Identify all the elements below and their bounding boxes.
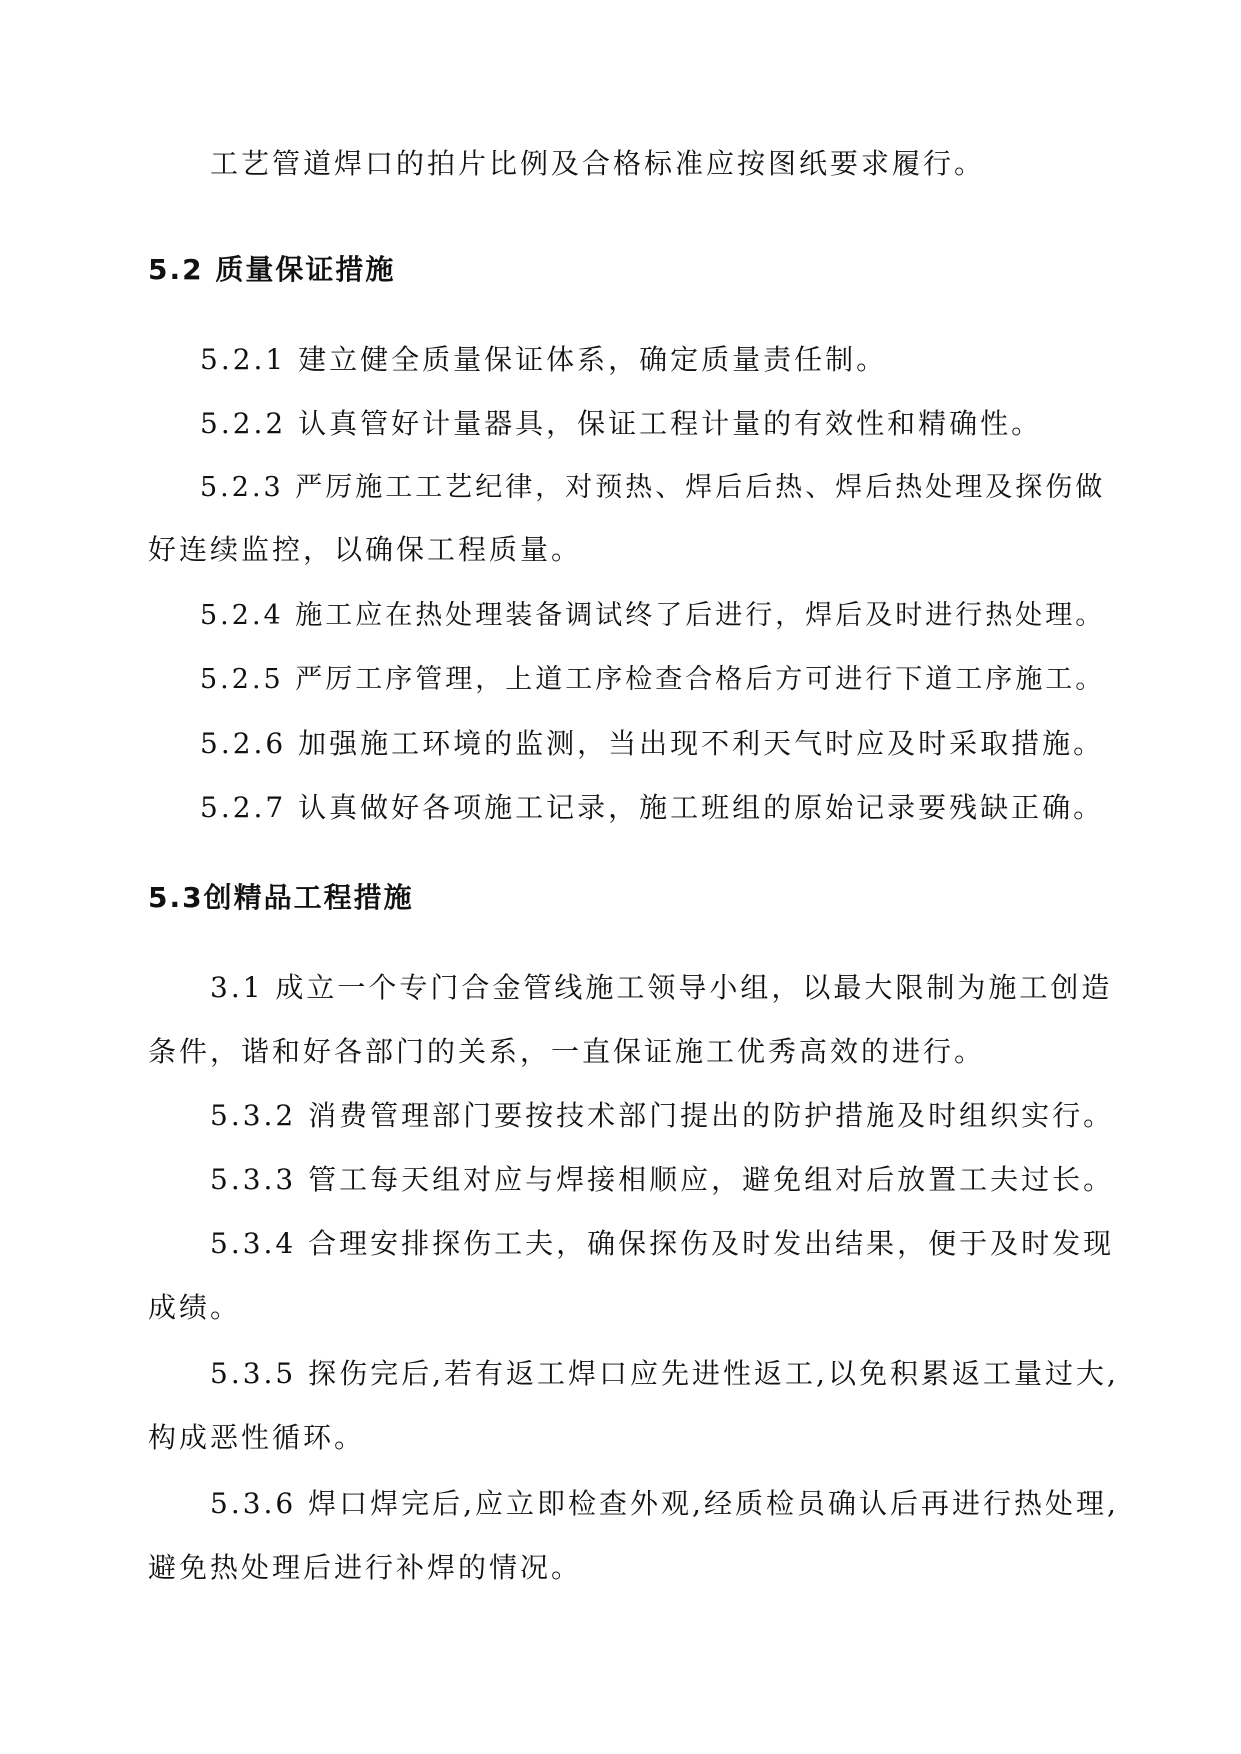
item-3-1-cont: 条件，谐和好各部门的关系，一直保证施工优秀高效的进行。 <box>148 1035 986 1068</box>
item-5-3-4: 5.3.4 合理安排探伤工夫，确保探伤及时发出结果，便于及时发现 <box>210 1227 1115 1260</box>
section-heading-5-3: 5.3创精品工程措施 <box>148 881 414 914</box>
item-3-1: 3.1 成立一个专门合金管线施工领导小组，以最大限制为施工创造 <box>210 971 1113 1004</box>
item-5-3-6-cont: 避免热处理后进行补焊的情况。 <box>148 1551 583 1584</box>
item-5-3-3: 5.3.3 管工每天组对应与焊接相顺应，避免组对后放置工夫过长。 <box>210 1163 1115 1196</box>
item-5-3-2: 5.3.2 消费管理部门要按技术部门提出的防护措施及时组织实行。 <box>210 1099 1115 1132</box>
item-5-2-3-cont: 好连续监控，以确保工程质量。 <box>148 533 583 566</box>
item-5-3-5: 5.3.5 探伤完后,若有返工焊口应先进性返工,以免积累返工量过大, <box>210 1357 1119 1390</box>
section-heading-5-2: 5.2 质量保证措施 <box>148 253 396 286</box>
item-5-2-1: 5.2.1 建立健全质量保证体系，确定质量责任制。 <box>200 343 888 376</box>
item-5-2-5: 5.2.5 严厉工序管理，上道工序检查合格后方可进行下道工序施工。 <box>200 664 1106 695</box>
item-5-2-7: 5.2.7 认真做好各项施工记录，施工班组的原始记录要残缺正确。 <box>200 791 1105 824</box>
item-5-2-4: 5.2.4 施工应在热处理装备调试终了后进行，焊后及时进行热处理。 <box>200 600 1106 631</box>
item-5-3-4-cont: 成绩。 <box>148 1291 242 1324</box>
intro-paragraph: 工艺管道焊口的拍片比例及合格标准应按图纸要求履行。 <box>210 147 986 180</box>
item-5-2-2: 5.2.2 认真管好计量器具，保证工程计量的有效性和精确性。 <box>200 407 1043 440</box>
item-5-2-6: 5.2.6 加强施工环境的监测，当出现不利天气时应及时采取措施。 <box>200 727 1105 760</box>
item-5-3-5-cont: 构成恶性循环。 <box>148 1421 366 1454</box>
item-5-3-6: 5.3.6 焊口焊完后,应立即检查外观,经质检员确认后再进行热处理, <box>210 1487 1119 1520</box>
item-5-2-3: 5.2.3 严厉施工工艺纪律，对预热、焊后后热、焊后热处理及探伤做 <box>200 472 1106 503</box>
